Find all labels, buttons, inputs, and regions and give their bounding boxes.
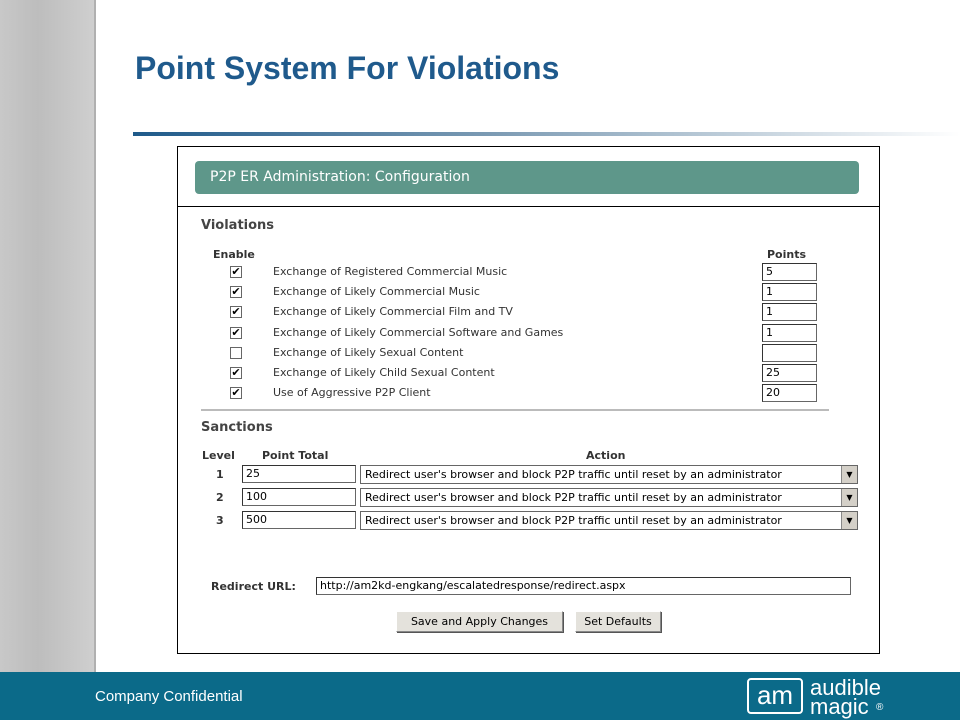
enable-checkbox[interactable] xyxy=(230,306,242,318)
left-decorative-strip xyxy=(0,0,96,672)
chevron-down-icon[interactable]: ▼ xyxy=(841,512,857,529)
points-input[interactable]: 1 xyxy=(762,283,817,301)
action-select[interactable] xyxy=(360,511,858,530)
logo-trademark: ® xyxy=(876,702,884,713)
sanctions-title: Sanctions xyxy=(201,420,273,435)
enable-checkbox[interactable] xyxy=(230,387,242,399)
check-icon: ✔ xyxy=(231,386,241,400)
title-underline xyxy=(133,132,960,136)
violation-label: Use of Aggressive P2P Client xyxy=(273,386,431,400)
sanction-row xyxy=(178,488,878,508)
chevron-down-icon[interactable]: ▼ xyxy=(841,466,857,483)
enable-checkbox[interactable] xyxy=(230,286,242,298)
action-column-header: Action xyxy=(586,449,626,462)
check-icon: ✔ xyxy=(231,265,241,278)
check-icon: ✔ xyxy=(231,305,241,319)
enable-checkbox[interactable] xyxy=(230,327,242,339)
point-total-input[interactable]: 500 xyxy=(242,511,356,529)
points-input[interactable] xyxy=(762,344,817,362)
enable-checkbox[interactable] xyxy=(230,347,242,359)
check-icon: ✔ xyxy=(231,366,241,379)
enable-column-header: Enable xyxy=(213,248,255,261)
action-select[interactable] xyxy=(360,465,858,484)
enable-checkbox[interactable] xyxy=(230,266,242,278)
action-select-value: Redirect user's browser and block P2P traffic until reset by an administrator xyxy=(365,514,782,527)
violation-label: Exchange of Likely Commercial Film and TV xyxy=(273,305,513,319)
points-input[interactable]: 20 xyxy=(762,384,817,402)
sanction-level: 3 xyxy=(216,514,224,527)
violation-row xyxy=(230,263,820,283)
points-input[interactable]: 1 xyxy=(762,324,817,342)
violation-label: Exchange of Likely Child Sexual Content xyxy=(273,366,495,379)
chevron-down-icon[interactable]: ▼ xyxy=(841,489,857,506)
sanction-level: 2 xyxy=(216,491,224,504)
panel-header: P2P ER Administration: Configuration xyxy=(195,161,859,194)
violation-row xyxy=(230,303,820,323)
points-input[interactable]: 5 xyxy=(762,263,817,281)
point-total-input[interactable]: 100 xyxy=(242,488,356,506)
violation-row xyxy=(230,384,820,404)
check-icon: ✔ xyxy=(231,285,241,299)
set-defaults-button[interactable]: Set Defaults xyxy=(575,611,661,632)
header-divider xyxy=(178,206,879,207)
action-select-value: Redirect user's browser and block P2P traffic until reset by an administrator xyxy=(365,468,782,481)
violation-label: Exchange of Likely Sexual Content xyxy=(273,345,464,359)
footer-confidential-text: Company Confidential xyxy=(95,688,243,705)
violation-label: Exchange of Registered Commercial Music xyxy=(273,265,508,278)
action-select[interactable] xyxy=(360,488,858,507)
sanction-row xyxy=(178,465,878,485)
save-and-apply-button[interactable]: Save and Apply Changes xyxy=(396,611,563,632)
points-input[interactable]: 1 xyxy=(762,303,817,321)
logo-word-audible: audible xyxy=(810,675,881,700)
sanction-row xyxy=(178,511,878,531)
violation-row xyxy=(230,364,820,384)
enable-checkbox[interactable] xyxy=(230,367,242,379)
violation-label: Exchange of Likely Commercial Music xyxy=(273,285,480,299)
audible-magic-logo-mark: am xyxy=(747,678,803,714)
level-column-header: Level xyxy=(202,449,235,462)
point-total-input[interactable]: 25 xyxy=(242,465,356,483)
slide-title: Point System For Violations xyxy=(135,50,560,86)
sanction-level: 1 xyxy=(216,468,224,481)
violation-row xyxy=(230,344,820,364)
violation-row xyxy=(230,324,820,344)
check-icon: ✔ xyxy=(231,325,241,339)
points-column-header: Points xyxy=(767,248,807,261)
violation-label: Exchange of Likely Commercial Software and Games xyxy=(273,325,564,339)
points-input[interactable]: 25 xyxy=(762,364,817,382)
config-screenshot-panel xyxy=(177,146,880,654)
redirect-url-label: Redirect URL: xyxy=(211,580,296,593)
logo-word-magic: magic xyxy=(810,694,869,719)
redirect-url-input[interactable]: http://am2kd-engkang/escalatedresponse/redirect.aspx xyxy=(316,577,851,595)
point-total-column-header: Point Total xyxy=(262,449,329,462)
violations-title: Violations xyxy=(201,218,275,233)
violations-divider xyxy=(201,409,829,411)
action-select-value: Redirect user's browser and block P2P traffic until reset by an administrator xyxy=(365,491,782,504)
violation-row xyxy=(230,283,820,303)
